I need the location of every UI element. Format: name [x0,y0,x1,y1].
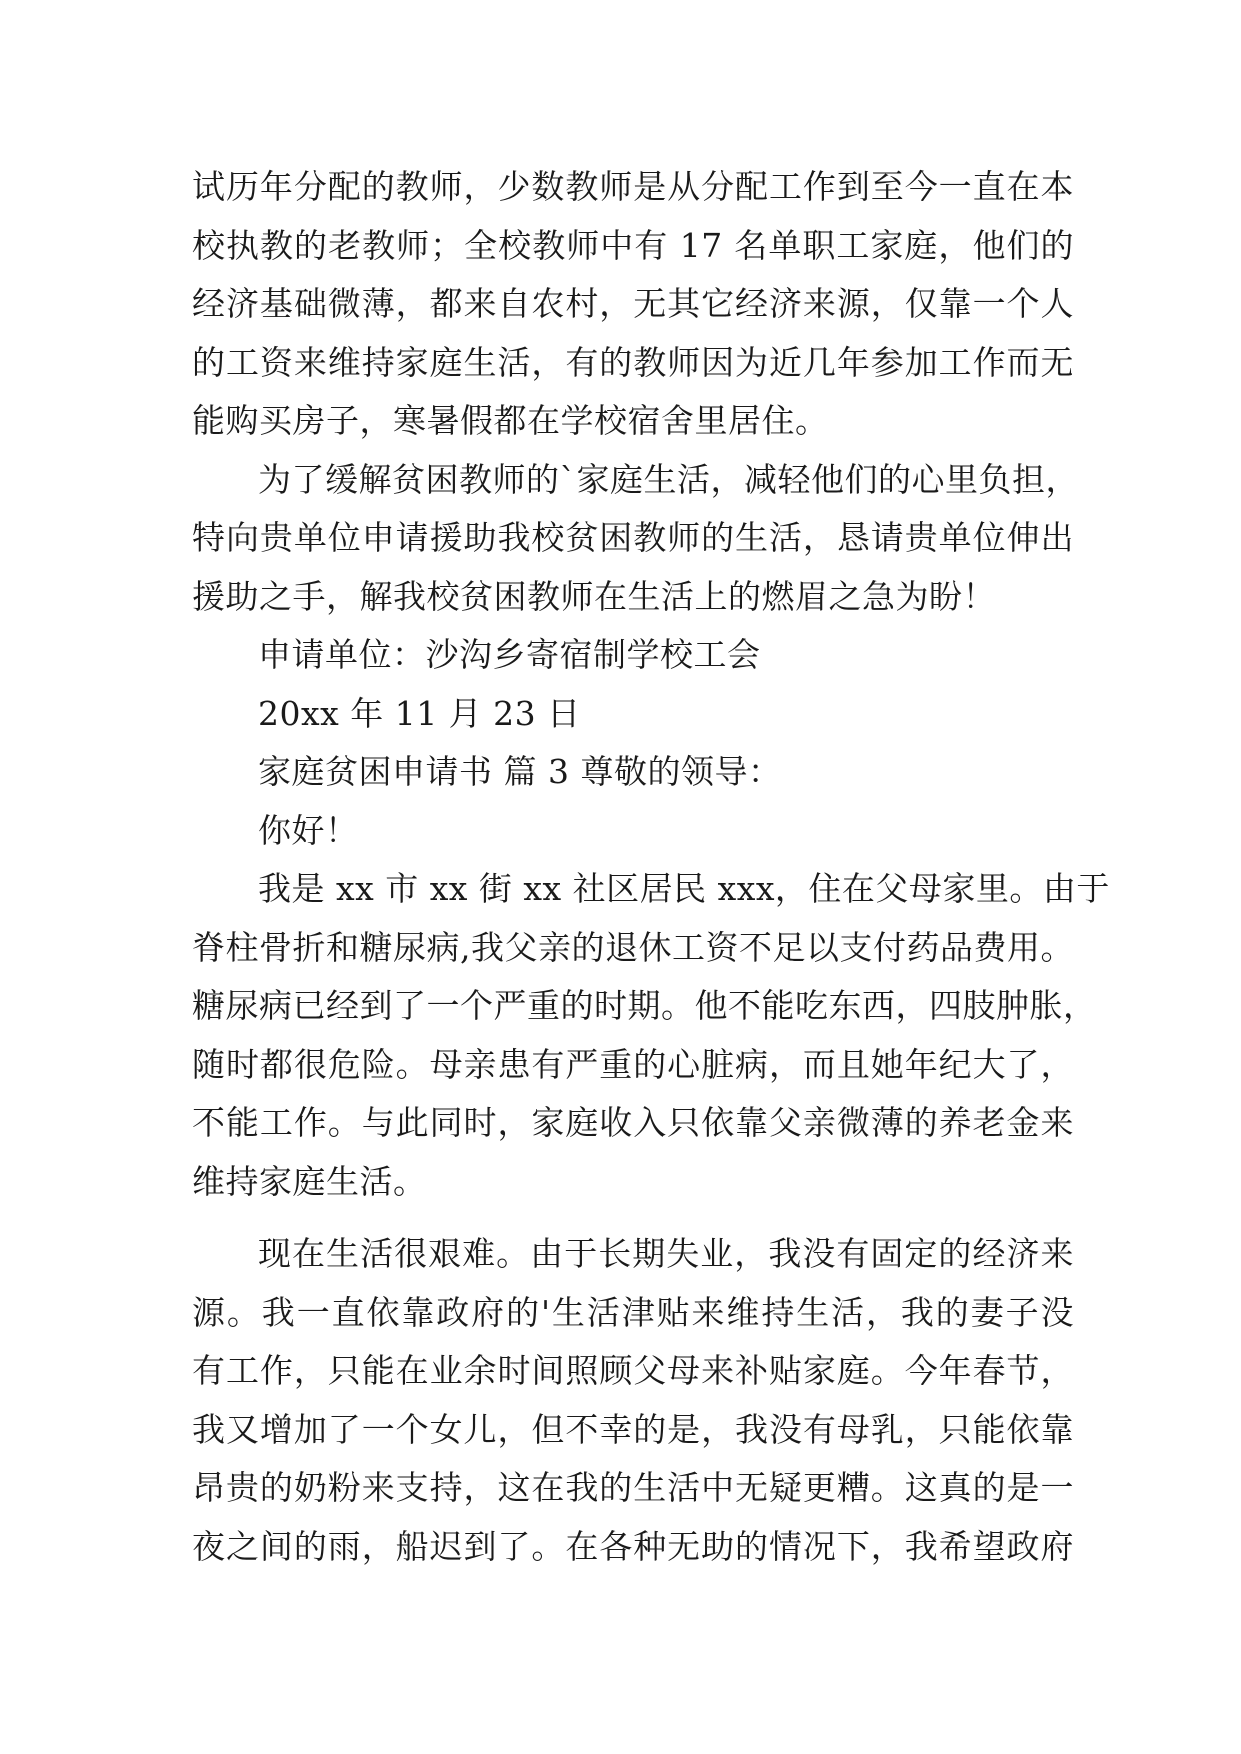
paragraph-family-situation [192,860,1110,1211]
text-line: 昂贵的奶粉来支持，这在我的生活中无疑更糟。这真的是一 [192,1468,1074,1507]
text-line: 脊柱骨折和糖尿病,我父亲的退休工资不足以支付药品费用。 [192,927,1074,967]
text-line: 试历年分配的教师，少数教师是从分配工作到至今一直在本 [192,167,1074,206]
text-line: 援助之手，解我校贫困教师在生活上的燃眉之急为盼！ [192,576,996,616]
paragraph-request [192,451,1079,627]
text-line: 我又增加了一个女儿，但不幸的是，我没有母乳，只能依靠 [192,1409,1074,1449]
text-line: 维持家庭生活。 [192,1161,427,1201]
text-line: 能购买房子，寒暑假都在学校宿舍里居住。 [192,401,829,440]
text-line: 夜之间的雨，船迟到了。在各种无助的情况下，我希望政府 [192,1526,1074,1566]
greeting: 你好！ [258,810,359,850]
text-line: 现在生活很艰难。由于长期失业，我没有固定的经济来 [258,1234,1074,1273]
application-date: 20xx 年 11 月 23 日 [258,693,581,733]
text-line: 的工资来维持家庭生活，有的教师因为近几年参加工作而无 [192,342,1074,382]
text-line: 糖尿病已经到了一个严重的时期。他不能吃东西，四肢肿胀， [192,986,1097,1025]
section-heading: 家庭贫困申请书 篇 3 尊敬的领导： [258,752,782,791]
paragraph-teacher-situation [192,158,1074,451]
text-line: 源。我一直依靠政府的'生活津贴来维持生活，我的妻子没 [192,1292,1074,1332]
text-line: 特向贵单位申请援助我校贫困教师的生活，恳请贵单位伸出 [192,518,1074,557]
document-body [192,158,1110,1576]
text-line: 不能工作。与此同时，家庭收入只依靠父亲微薄的养老金来 [192,1103,1074,1142]
applicant-unit: 申请单位：沙沟乡寄宿制学校工会 [258,635,761,674]
text-line: 为了缓解贫困教师的`家庭生活，减轻他们的心里负担， [258,459,1079,499]
text-line: 有工作，只能在业余时间照顾父母来补贴家庭。今年春节， [192,1351,1074,1390]
paragraph-hardship [192,1225,1074,1576]
text-line: 我是 xx 市 xx 街 xx 社区居民 xxx，住在父母家里。由于 [258,869,1110,908]
text-line: 经济基础微薄，都来自农村，无其它经济来源，仅靠一个人 [192,284,1074,323]
text-line: 随时都很危险。母亲患有严重的心脏病，而且她年纪大了， [192,1044,1074,1084]
text-line: 校执教的老教师；全校教师中有 17 名单职工家庭，他们的 [192,225,1074,265]
